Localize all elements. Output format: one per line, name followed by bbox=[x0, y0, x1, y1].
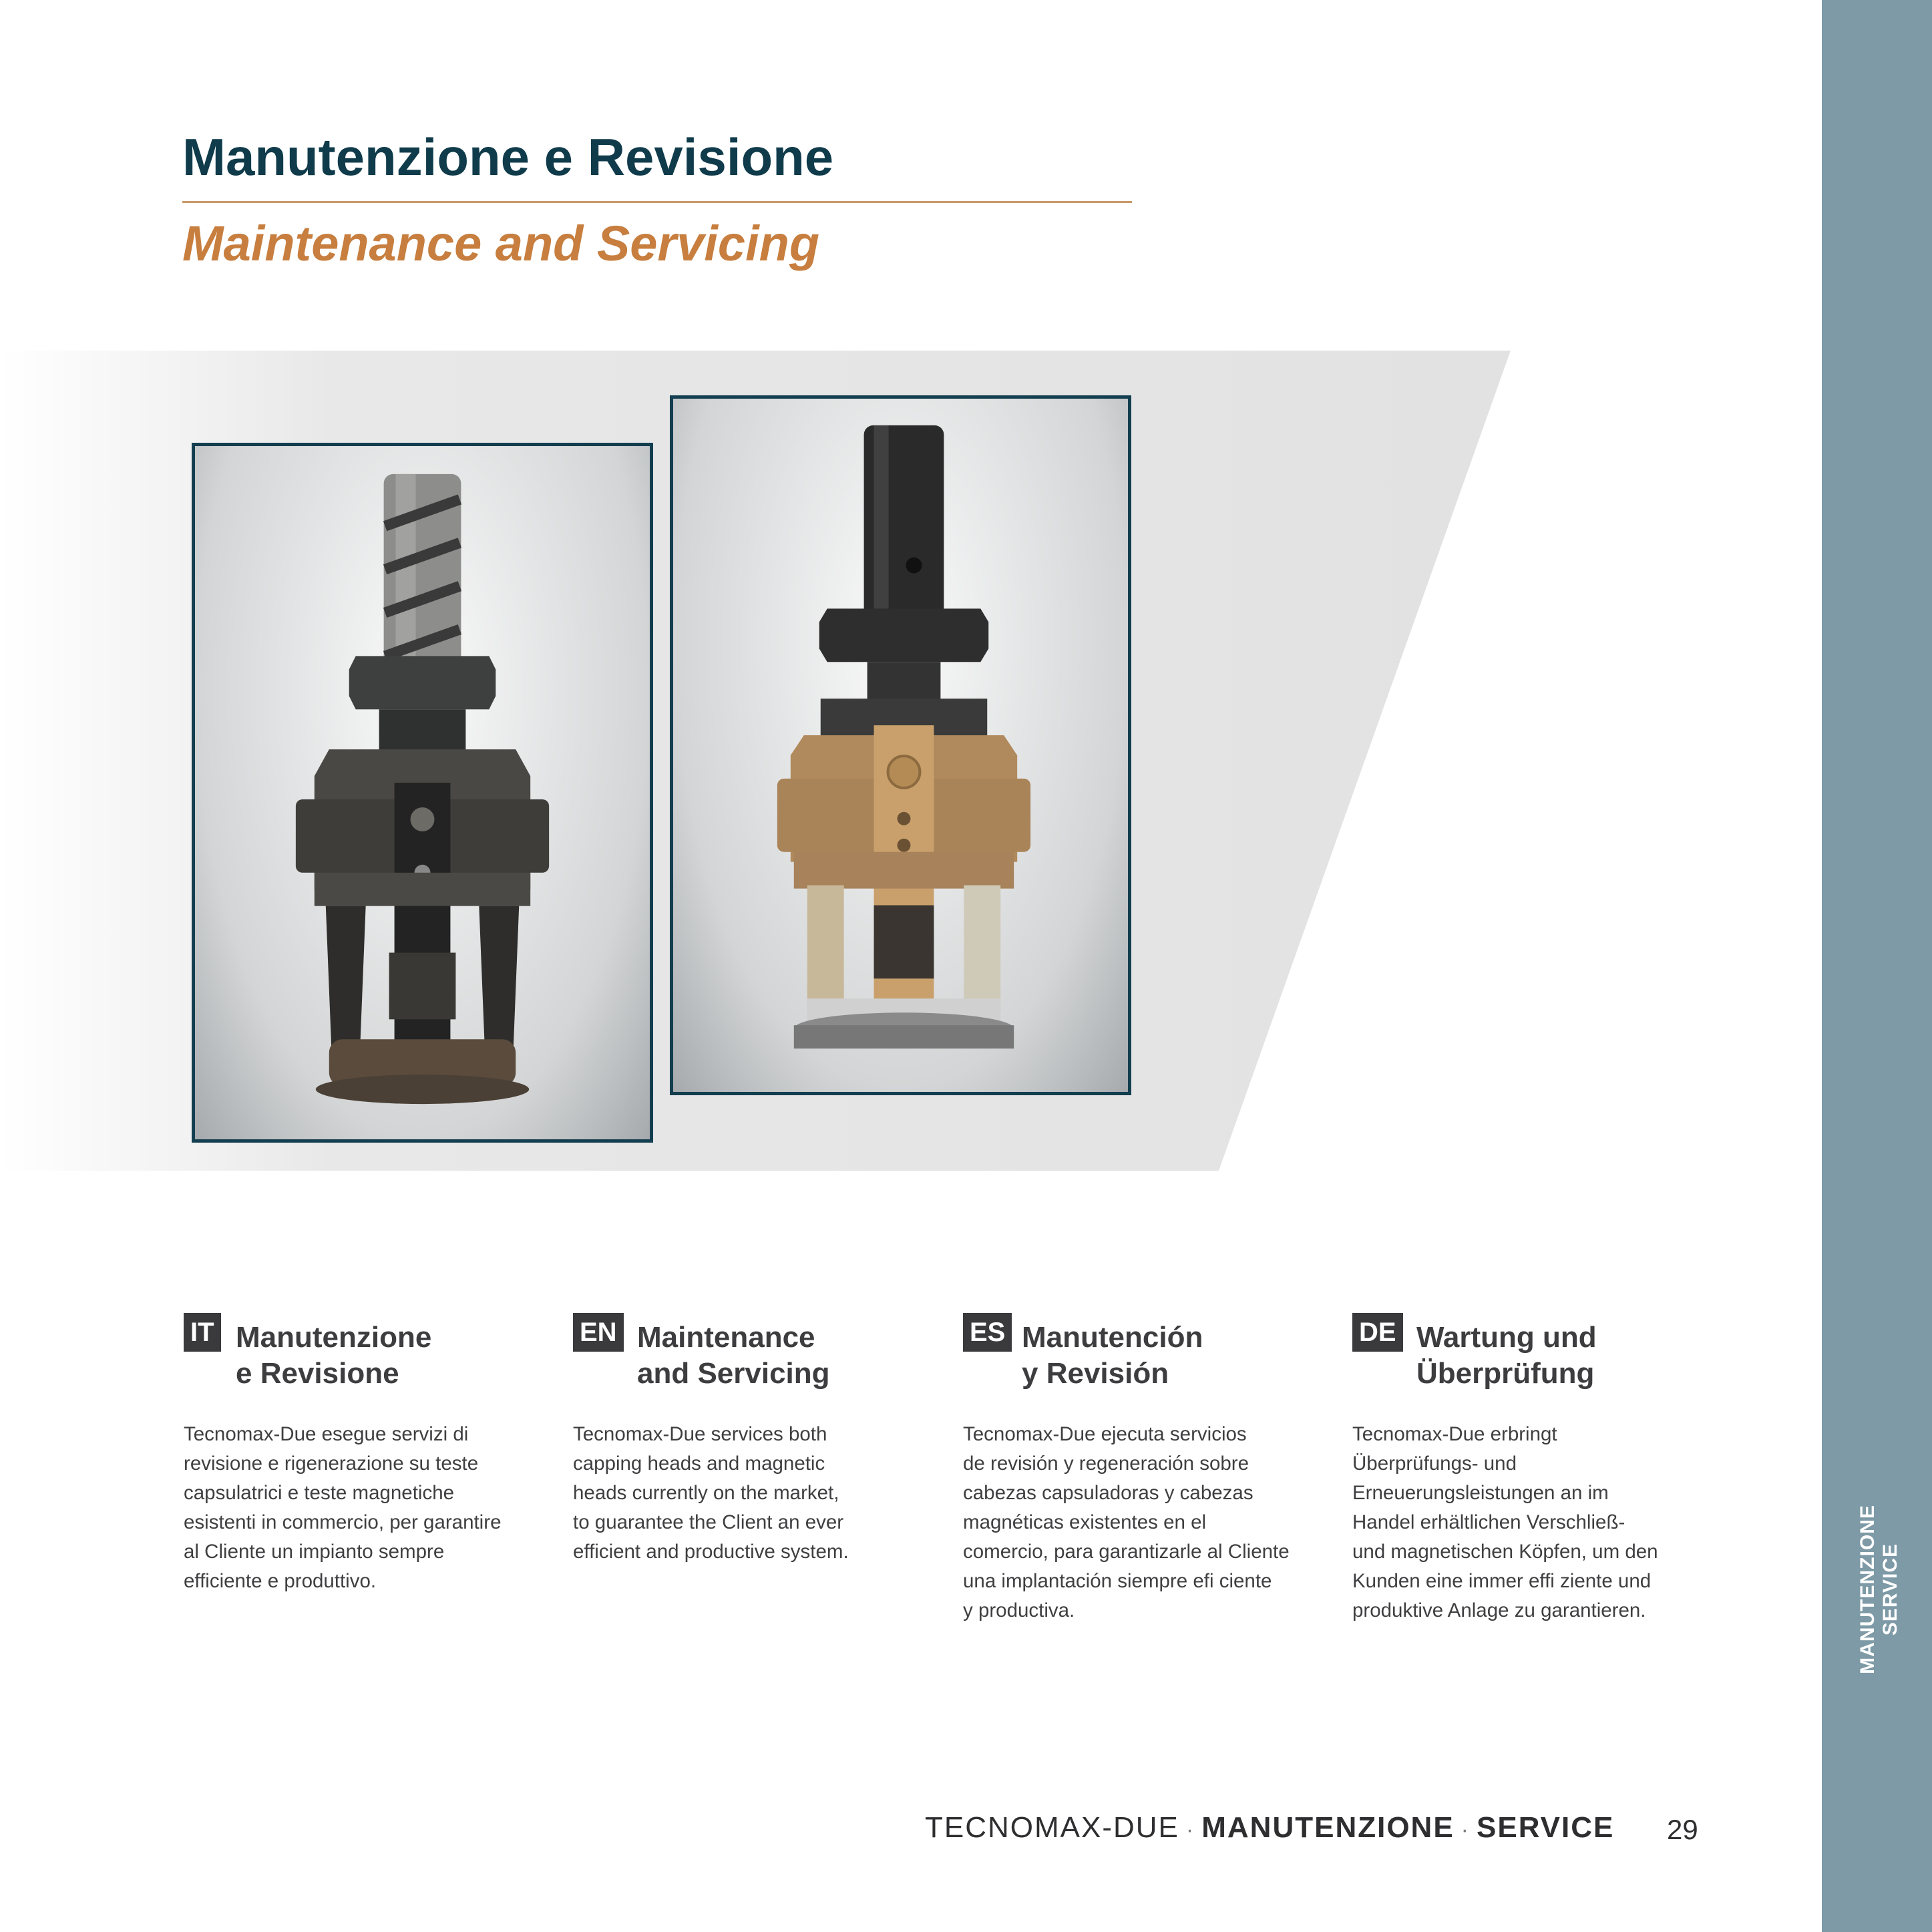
lang-title-en-line2: and Servicing bbox=[637, 1357, 830, 1390]
lang-title-de-line1: Wartung und bbox=[1416, 1321, 1597, 1354]
lang-title-es-line1: Manutención bbox=[1022, 1321, 1203, 1354]
lang-text-en bbox=[573, 1420, 924, 1567]
page-title: Manutenzione e Revisione bbox=[182, 128, 834, 186]
sidebar-label bbox=[1857, 1505, 1902, 1674]
text-line: Tecnomax-Due erbringt bbox=[1352, 1423, 1557, 1445]
page-subtitle: Maintenance and Servicing bbox=[182, 216, 820, 271]
lang-badge-en: EN bbox=[573, 1313, 624, 1352]
sidebar-label-line2: SERVICE bbox=[1879, 1543, 1901, 1636]
sidebar-label-line1: MANUTENZIONE bbox=[1857, 1505, 1879, 1674]
lang-title-es bbox=[1022, 1320, 1203, 1392]
page-number: 29 bbox=[1667, 1814, 1698, 1845]
footer-section: MANUTENZIONE bbox=[1201, 1811, 1455, 1844]
text-line: al Cliente un impianto sempre bbox=[184, 1541, 445, 1563]
text-line: capsulatrici e teste magnetiche bbox=[184, 1482, 455, 1504]
text-line: und magnetischen Köpfen, um den bbox=[1352, 1541, 1658, 1563]
text-line: efficient and productive system. bbox=[573, 1541, 849, 1563]
footer-section-2: SERVICE bbox=[1477, 1811, 1615, 1844]
text-line: Tecnomax-Due services both bbox=[573, 1423, 827, 1445]
lang-column-de bbox=[1351, 1313, 1698, 1621]
lang-header-it bbox=[182, 1313, 530, 1400]
text-line: y productiva. bbox=[963, 1599, 1075, 1621]
text-line: produktive Anlage zu garantieren. bbox=[1352, 1599, 1646, 1621]
text-line: de revisión y regeneración sobre bbox=[963, 1453, 1249, 1475]
footer-brand: TECNOMAX-DUE bbox=[925, 1811, 1179, 1844]
lang-title-en bbox=[637, 1320, 830, 1392]
footer-running-title bbox=[925, 1811, 1614, 1845]
lang-text-it bbox=[184, 1420, 534, 1596]
lang-text-de bbox=[1352, 1420, 1703, 1625]
text-line: Tecnomax-Due ejecuta servicios bbox=[963, 1423, 1247, 1445]
text-line: Tecnomax-Due esegue servizi di bbox=[184, 1423, 469, 1445]
text-line: revisione e rigenerazione su teste bbox=[184, 1453, 479, 1475]
lang-header-es bbox=[962, 1313, 1309, 1400]
text-line: magnéticas existentes en el bbox=[963, 1511, 1207, 1533]
product-photo-dark-head bbox=[192, 443, 653, 1143]
lang-title-es-line2: y Revisión bbox=[1022, 1357, 1169, 1390]
capping-head-brass-icon bbox=[673, 399, 1128, 1092]
title-rule bbox=[182, 201, 1132, 203]
lang-title-it-line2: e Revisione bbox=[236, 1357, 399, 1390]
lang-title-de-line2: Überprüfung bbox=[1416, 1357, 1595, 1390]
text-line: efficiente e produttivo. bbox=[184, 1570, 377, 1592]
lang-badge-es: ES bbox=[963, 1313, 1012, 1352]
text-line: comercio, para garantizarle al Cliente bbox=[963, 1541, 1290, 1563]
lang-title-it-line1: Manutenzione bbox=[236, 1321, 432, 1354]
text-line: Handel erhältlichen Verschließ- bbox=[1352, 1511, 1625, 1533]
lang-title-en-line1: Maintenance bbox=[637, 1321, 815, 1354]
text-line: esistenti in commercio, per garantire bbox=[184, 1511, 502, 1533]
text-line: una implantación siempre efi ciente bbox=[963, 1570, 1272, 1592]
footer-separator: · bbox=[1185, 1817, 1195, 1843]
lang-column-en bbox=[572, 1313, 919, 1563]
lang-text-es bbox=[963, 1420, 1314, 1625]
lang-header-en bbox=[572, 1313, 919, 1400]
text-line: to guarantee the Client an ever bbox=[573, 1511, 844, 1533]
text-line: heads currently on the market, bbox=[573, 1482, 839, 1504]
text-line: capping heads and magnetic bbox=[573, 1453, 825, 1475]
text-line: Überprüfungs- und bbox=[1352, 1453, 1517, 1475]
lang-header-de bbox=[1351, 1313, 1698, 1400]
lang-badge-de: DE bbox=[1352, 1313, 1403, 1352]
text-line: Kunden eine immer effi ziente und bbox=[1352, 1570, 1652, 1592]
lang-title-it bbox=[236, 1320, 431, 1392]
lang-column-es bbox=[962, 1313, 1309, 1621]
product-photo-brass-head bbox=[670, 395, 1131, 1095]
lang-title-de bbox=[1416, 1320, 1597, 1392]
lang-column-it bbox=[182, 1313, 530, 1592]
footer-separator: · bbox=[1461, 1817, 1470, 1843]
text-line: Erneuerungsleistungen an im bbox=[1352, 1482, 1609, 1504]
lang-badge-it: IT bbox=[184, 1313, 221, 1352]
capping-head-dark-icon bbox=[195, 446, 650, 1139]
text-line: cabezas capsuladoras y cabezas bbox=[963, 1482, 1253, 1504]
